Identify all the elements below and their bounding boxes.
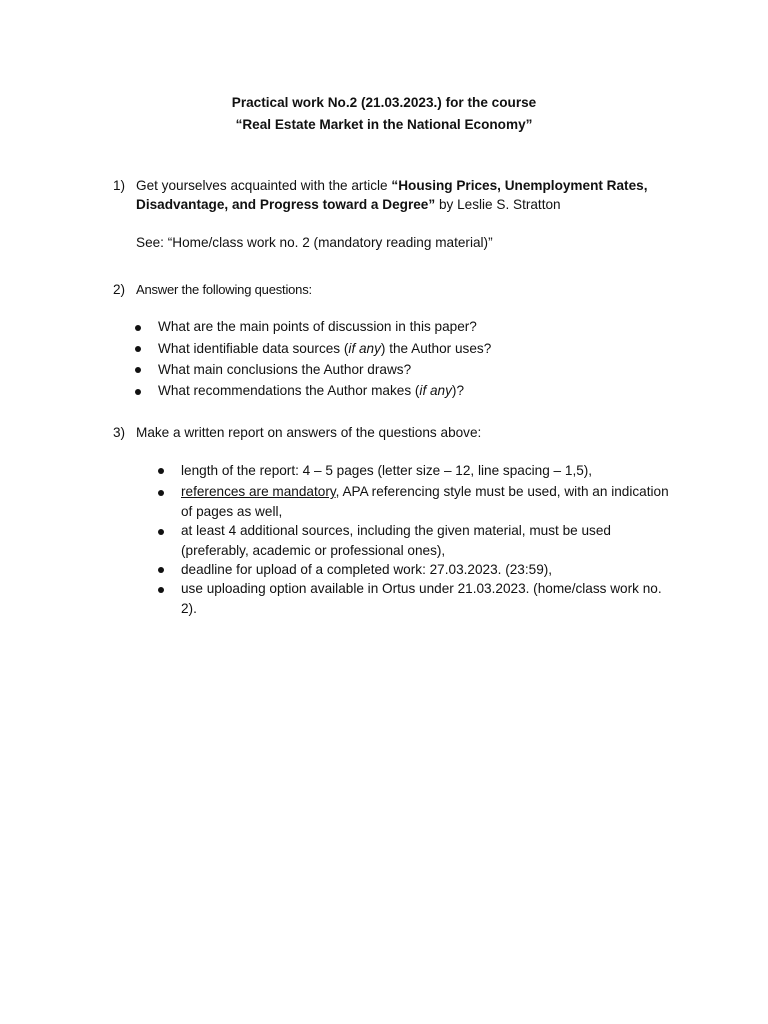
bullet-icon xyxy=(158,567,164,573)
requirement-text: length of the report: 4 – 5 pages (letter size – 12, line spacing – 1,5), xyxy=(181,463,593,478)
requirement-text: deadline for upload of a completed work: 27.03.2023. (23:59), xyxy=(181,562,553,577)
bullet-icon xyxy=(135,389,141,395)
question-text: What main conclusions the Author draws? xyxy=(158,362,412,377)
item-2-number: 2) xyxy=(113,282,126,297)
question-italic-text: if any xyxy=(419,383,452,398)
question-item xyxy=(158,317,678,337)
requirement-item xyxy=(181,579,681,618)
question-item xyxy=(158,360,678,380)
requirement-item xyxy=(181,482,681,521)
question-text-after: ) the Author uses? xyxy=(380,341,492,356)
item-1-text xyxy=(136,176,676,214)
question-item xyxy=(158,339,678,359)
document-title-line-2: “Real Estate Market in the National Economy” xyxy=(235,117,533,132)
requirement-text: at least 4 additional sources, including the given material, must be used (preferably, academic or professional ones), xyxy=(181,523,611,558)
requirement-text: , APA referencing style must be used, with an indication of pages as well, xyxy=(181,484,669,519)
article-author: by Leslie S. Stratton xyxy=(435,197,561,212)
question-italic-text: if any xyxy=(348,341,381,356)
question-item xyxy=(158,381,678,401)
bullet-icon xyxy=(158,529,164,535)
item-1-number: 1) xyxy=(113,178,126,193)
document-title-line-1: Practical work No.2 (21.03.2023.) for the course xyxy=(231,95,537,110)
bullet-icon xyxy=(158,587,164,593)
question-text: What recommendations the Author makes ( xyxy=(158,383,420,398)
requirement-item xyxy=(181,560,681,580)
requirement-item xyxy=(181,521,681,560)
question-text: What identifiable data sources ( xyxy=(158,341,349,356)
bullet-icon xyxy=(135,346,141,352)
bullet-icon xyxy=(135,367,141,373)
requirement-underlined-text: references are mandatory xyxy=(181,484,336,499)
item-3-number: 3) xyxy=(113,425,126,440)
bullet-icon xyxy=(158,468,164,474)
requirement-item xyxy=(181,461,681,481)
bullet-icon xyxy=(135,325,141,331)
question-text-after: )? xyxy=(451,383,465,398)
question-text: What are the main points of discussion in this paper? xyxy=(158,319,477,334)
item-2-text: Answer the following questions: xyxy=(136,282,312,297)
article-title: “Housing Prices, Unemployment Rates, Disadvantage, and Progress toward a Degree” xyxy=(136,178,648,212)
bullet-icon xyxy=(158,490,164,496)
requirement-text: use uploading option available in Ortus under 21.03.2023. (home/class work no. 2). xyxy=(181,581,662,616)
item-1-intro: Get yourselves acquainted with the article xyxy=(136,178,392,193)
item-1-see-note: See: “Home/class work no. 2 (mandatory reading material)” xyxy=(136,235,493,250)
item-3-text: Make a written report on answers of the questions above: xyxy=(136,425,482,440)
